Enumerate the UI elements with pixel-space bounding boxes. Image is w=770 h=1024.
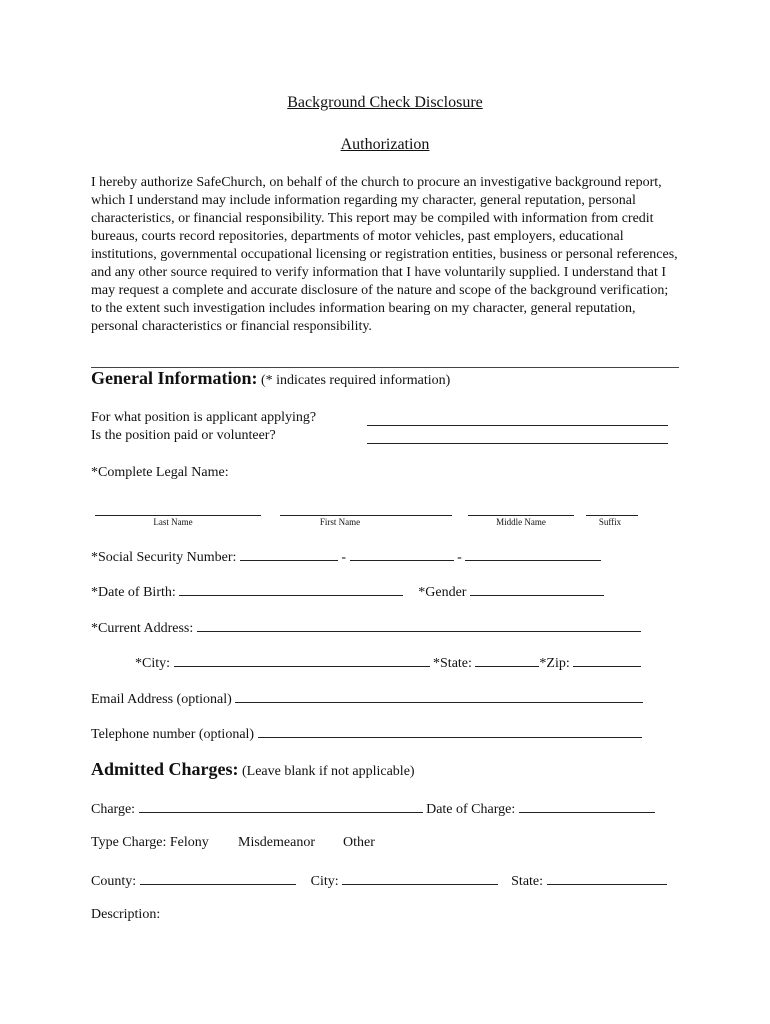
zip-field[interactable] (573, 653, 641, 667)
ssn-separator: - (457, 550, 462, 565)
email-label: Email Address (optional) (91, 692, 232, 707)
charge-row (91, 799, 655, 819)
charges-note: (Leave blank if not applicable) (241, 764, 415, 779)
required-note: (* indicates required information) (260, 373, 451, 388)
gender-field[interactable] (470, 582, 604, 596)
paid-volunteer-label: Is the position paid or volunteer? (91, 428, 276, 443)
phone-row (91, 724, 642, 744)
authorization-paragraph: I hereby authorize SafeChurch, on behalf of the church to procure an investigative background report, which I understand may include information regarding my character, general reputation, personal characteristics, or financial responsibility. This report may be compiled with information from credit bureaus, courts record repositories, departments of motor vehicles, past employers, educational institutions, governmental occupational licensing or registration entities, business or personal references, and any other source required to verify information that I have voluntarily supplied. I understand that I may request a complete and accurate disclosure of the nature and scope of the background verification; to the extent such investigation includes information bearing on my character, general reputation, personal characteristics or financial responsibility. (91, 175, 678, 334)
general-info-heading: General Information: (91, 368, 258, 388)
address-field[interactable] (197, 618, 641, 632)
phone-field[interactable] (258, 724, 642, 738)
charge-field[interactable] (139, 799, 423, 813)
middle-name-field[interactable] (468, 514, 574, 516)
zip-label: *Zip: (539, 656, 570, 671)
paid-volunteer-field[interactable] (367, 429, 668, 444)
middle-name-caption: Middle Name (496, 517, 546, 527)
type-charge-felony[interactable]: Type Charge: Felony (91, 835, 209, 850)
phone-label: Telephone number (optional) (91, 727, 255, 742)
city-field[interactable] (174, 653, 430, 667)
ssn-part2-field[interactable] (350, 547, 454, 561)
charge-city-label: City: (310, 874, 339, 889)
charge-state-label: State: (511, 874, 544, 889)
city-state-zip-row (135, 653, 641, 673)
city-label: *City: (135, 656, 171, 671)
state-field[interactable] (475, 653, 539, 667)
last-name-caption: Last Name (153, 517, 193, 527)
position-label: For what position is applicant applying? (91, 410, 317, 425)
state-label: *State: (433, 656, 472, 671)
county-field[interactable] (140, 871, 296, 885)
ssn-part1-field[interactable] (240, 547, 338, 561)
charge-state-field[interactable] (547, 871, 667, 885)
description-label: Description: (91, 907, 161, 922)
suffix-caption: Suffix (598, 517, 622, 527)
first-name-field[interactable] (280, 514, 452, 516)
legal-name-label: *Complete Legal Name: (91, 465, 229, 480)
charges-heading: Admitted Charges: (91, 759, 239, 779)
gender-label: *Gender (418, 585, 467, 600)
dob-field[interactable] (179, 582, 403, 596)
ssn-separator: - (341, 550, 347, 565)
charge-city-field[interactable] (342, 871, 498, 885)
suffix-field[interactable] (586, 514, 638, 516)
ssn-label: *Social Security Number: (91, 550, 237, 565)
county-label: County: (91, 874, 137, 889)
general-info-header (91, 369, 450, 390)
date-of-charge-field[interactable] (519, 799, 655, 813)
document-title: Background Check Disclosure (287, 94, 483, 111)
address-row (91, 618, 641, 638)
dob-gender-row (91, 582, 604, 602)
date-of-charge-label: Date of Charge: (426, 802, 516, 817)
ssn-row (91, 547, 601, 567)
email-field[interactable] (235, 689, 643, 703)
dob-label: *Date of Birth: (91, 585, 176, 600)
charges-header (91, 760, 415, 781)
county-city-state-row (91, 871, 667, 891)
authorization-heading: Authorization (340, 136, 430, 153)
address-label: *Current Address: (91, 621, 194, 636)
type-charge-misdemeanor[interactable]: Misdemeanor (238, 835, 315, 850)
type-charge-other[interactable]: Other (343, 835, 375, 850)
ssn-part3-field[interactable] (465, 547, 601, 561)
charge-label: Charge: (91, 802, 136, 817)
position-field[interactable] (367, 411, 668, 426)
last-name-field[interactable] (95, 514, 261, 516)
first-name-caption: First Name (319, 517, 361, 527)
email-row (91, 689, 643, 709)
